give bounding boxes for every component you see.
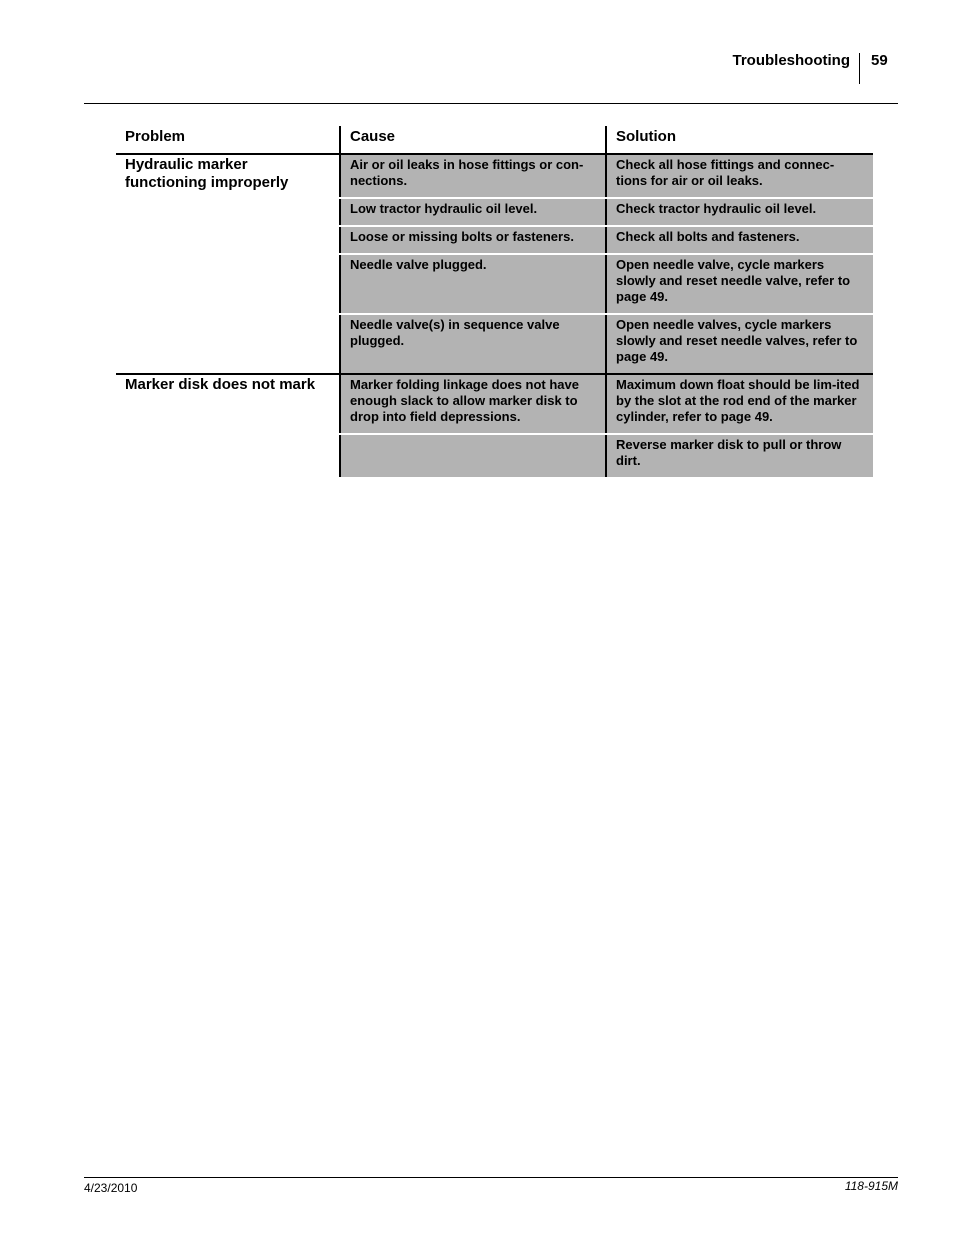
header-cause: Cause	[340, 126, 606, 154]
section-title: Troubleshooting	[732, 52, 850, 69]
page-number: 59	[871, 52, 888, 69]
solution-cell: Check all hose fittings and connec-tions for air or oil leaks.	[606, 154, 873, 198]
footer-date: 4/23/2010	[84, 1181, 138, 1195]
cause-cell: Needle valve(s) in sequence valve plugged.	[340, 314, 606, 374]
table-row	[116, 374, 873, 434]
cause-cell: Marker folding linkage does not have enough slack to allow marker disk to drop into field depressions.	[340, 374, 606, 434]
footer-doc-number: 118-915M	[844, 1179, 898, 1193]
cause-cell: Needle valve plugged.	[340, 254, 606, 314]
solution-cell: Maximum down float should be lim-ited by the slot at the rod end of the marker cylinder, refer to page 49.	[606, 374, 873, 434]
cause-cell: Low tractor hydraulic oil level.	[340, 198, 606, 226]
header-solution: Solution	[606, 126, 873, 154]
header-rule	[84, 103, 898, 104]
footer-rule	[84, 1177, 898, 1178]
solution-cell: Open needle valve, cycle markers slowly and reset needle valve, refer to page 49.	[606, 254, 873, 314]
solution-cell: Check all bolts and fasteners.	[606, 226, 873, 254]
cause-cell: Air or oil leaks in hose fittings or con-nections.	[340, 154, 606, 198]
troubleshooting-table	[116, 126, 873, 477]
table-header-row	[116, 126, 873, 154]
cause-cell	[340, 434, 606, 477]
problem-cell: Hydraulic marker functioning improperly	[116, 154, 340, 374]
problem-cell: Marker disk does not mark	[116, 374, 340, 477]
header-problem: Problem	[116, 126, 340, 154]
solution-cell: Reverse marker disk to pull or throw dirt.	[606, 434, 873, 477]
solution-cell: Check tractor hydraulic oil level.	[606, 198, 873, 226]
solution-cell: Open needle valves, cycle markers slowly and reset needle valves, refer to page 49.	[606, 314, 873, 374]
cause-cell: Loose or missing bolts or fasteners.	[340, 226, 606, 254]
table-row	[116, 154, 873, 198]
header-divider	[859, 53, 860, 84]
